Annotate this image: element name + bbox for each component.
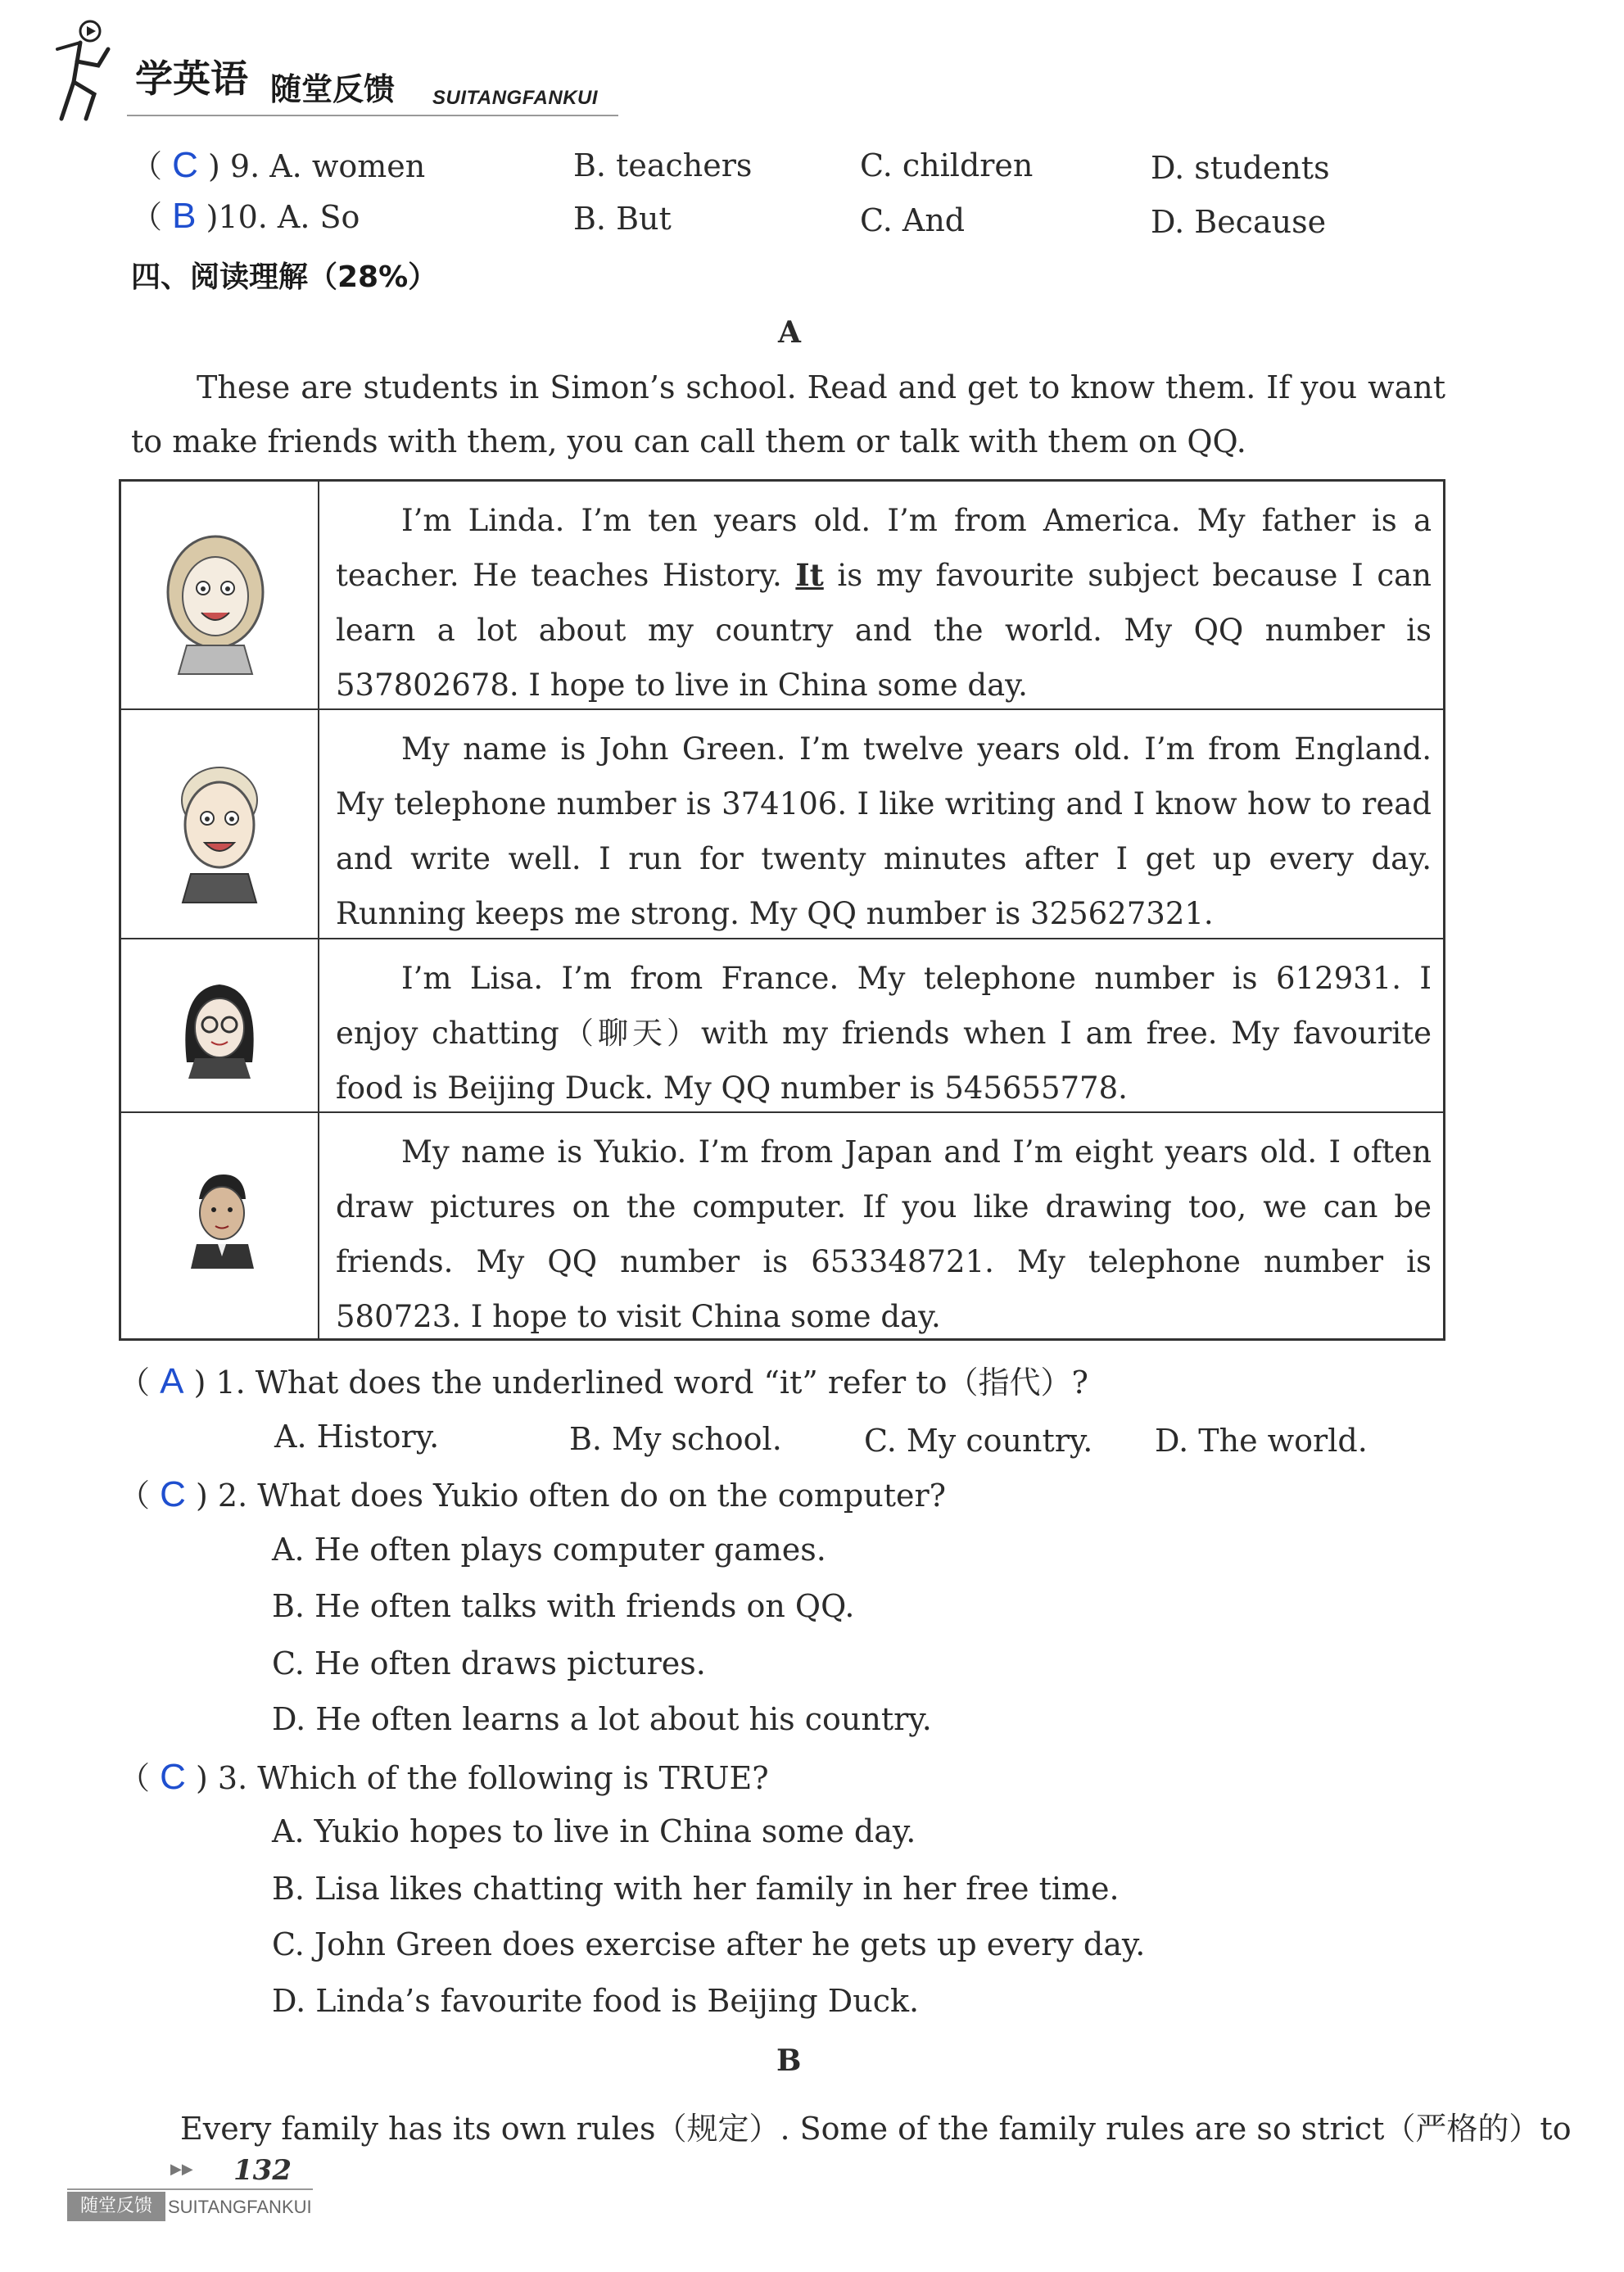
question-3-option-a: A. Yukio hopes to live in China some day.	[272, 1813, 916, 1849]
question-9-option-b: B. teachers	[573, 147, 753, 183]
profile-picture-cell	[121, 482, 319, 708]
question-3	[119, 1759, 769, 1795]
question-2-option-d: D. He often learns a lot about his country.	[272, 1701, 932, 1737]
question-2-stem: ) 2. What does Yukio often do on the computer?	[195, 1478, 946, 1514]
table-row	[121, 938, 1443, 1111]
question-2-option-c: C. He often draws pictures.	[272, 1645, 706, 1681]
profile-picture-cell	[121, 939, 319, 1111]
girl-glasses-avatar-icon	[121, 939, 318, 1113]
question-10-option-d: D. Because	[1151, 204, 1327, 240]
paren-open: （	[119, 1478, 151, 1514]
brand-title: 学英语	[135, 57, 248, 101]
runner-logo-icon	[49, 16, 131, 127]
question-2	[119, 1474, 946, 1514]
profile-text-lisa: I’m Lisa. I’m from France. My telephone number is 612931. I enjoy chatting（聊天）with my friends when I am free. My favourite food is Beijing Duck. My QQ number is 545655778.	[336, 961, 1432, 1106]
question-10	[131, 198, 360, 234]
profile-text-part: is my favourite subject because I can learn a lot about my country and the world. My QQ number is 537802678. I hope to live in China some day.	[336, 558, 1432, 703]
table-row	[121, 482, 1443, 708]
question-1-option-b: B. My school.	[569, 1421, 782, 1457]
answer-3: C	[160, 1757, 186, 1797]
footer-divider	[67, 2188, 313, 2190]
section-title: 四、阅读理解（28%）	[131, 260, 438, 294]
paren-open: （	[131, 199, 163, 235]
profile-text-yukio: My name is Yukio. I’m from Japan and I’m eight years old. I often draw pictures on the computer. If you like drawing too, we can be friends. My QQ number is 653348721. My telephone number is 580723. I hope to visit China some day.	[336, 1134, 1432, 1334]
question-10-option-b: B. But	[573, 201, 672, 237]
question-1-option-a: A. History.	[274, 1419, 440, 1455]
question-3-option-c: C. John Green does exercise after he gets up every day.	[272, 1926, 1146, 1962]
profile-picture-cell	[121, 1113, 319, 1338]
profile-picture-cell	[121, 710, 319, 938]
answer-2: C	[160, 1474, 186, 1514]
brand-subtitle-en: SUITANGFANKUI	[432, 87, 599, 109]
question-9	[131, 147, 425, 183]
question-2-option-a: A. He often plays computer games.	[272, 1532, 826, 1568]
question-1-option-d: D. The world.	[1155, 1423, 1368, 1459]
profiles-table	[119, 479, 1445, 1341]
answer-10: B	[172, 196, 197, 236]
profile-text-part: I’m Linda. I’m ten years old. I’m from America. My father is a teacher. He teaches History.	[336, 503, 1432, 593]
answer-1: A	[160, 1361, 184, 1401]
question-1-stem: ) 1. What does the underlined word “it” refer to（指代）?	[193, 1365, 1088, 1401]
paren-open: （	[131, 148, 163, 184]
profile-text-john: My name is John Green. I’m twelve years old. I’m from England. My telephone number is 374106. I like writing and I know how to read and write well. I run for twenty minutes after I get up every day. Running keeps me strong. My QQ number is 325627321.	[336, 731, 1432, 931]
question-1-option-c: C. My country.	[864, 1423, 1093, 1459]
boy-suit-avatar-icon	[121, 1113, 318, 1340]
boy-avatar-icon	[121, 710, 318, 939]
header-divider	[127, 115, 618, 116]
footer-label-en: SUITANGFANKUI	[168, 2197, 312, 2217]
question-9-option-d: D. students	[1151, 150, 1330, 186]
question-10-stem: )10. A. So	[206, 199, 360, 235]
paren-open: （	[119, 1760, 151, 1796]
answer-9: C	[172, 145, 198, 185]
question-3-stem: ) 3. Which of the following is TRUE?	[195, 1760, 769, 1796]
question-9-stem: ) 9. A. women	[207, 148, 426, 184]
table-row	[121, 1111, 1443, 1338]
brand-subtitle: 随堂反馈	[270, 71, 396, 107]
page-number: 132	[233, 2154, 292, 2187]
page-header	[49, 16, 639, 131]
underlined-word: It	[795, 557, 824, 593]
passage-intro: These are students in Simon’s school. Read and get to know them. If you want to make friends with them, you can call them or talk with them on QQ.	[131, 369, 1445, 459]
question-3-option-b: B. Lisa likes chatting with her family in her free time.	[272, 1871, 1120, 1907]
paren-open: （	[119, 1365, 151, 1401]
part-a-label: A	[778, 315, 801, 350]
page-arrows-icon: ▶▶	[170, 2161, 193, 2178]
girl-avatar-icon	[121, 482, 318, 708]
question-2-option-b: B. He often talks with friends on QQ.	[272, 1588, 855, 1624]
footer-label: 随堂反馈	[67, 2192, 165, 2221]
question-10-option-c: C. And	[860, 202, 966, 238]
question-3-option-d: D. Linda’s favourite food is Beijing Duck.	[272, 1983, 920, 2019]
question-1	[119, 1361, 1088, 1401]
question-9-option-c: C. children	[860, 147, 1034, 183]
part-b-label: B	[776, 2043, 802, 2078]
profile-text-linda	[336, 493, 1432, 713]
table-row	[121, 708, 1443, 938]
part-b-text: Every family has its own rules（规定）. Some of the family rules are so strict（严格的）to	[180, 2111, 1572, 2147]
